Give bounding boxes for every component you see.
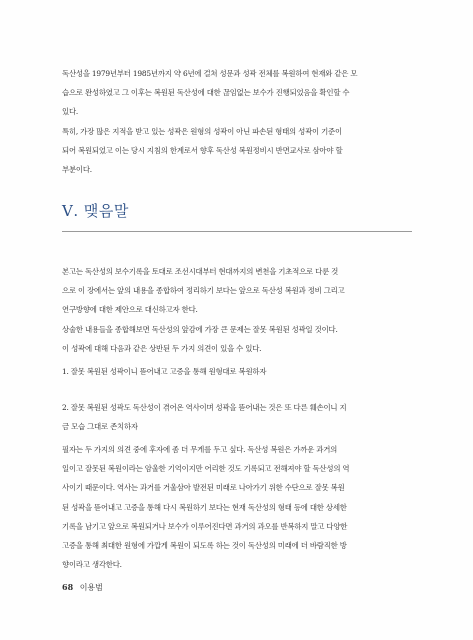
text-line: 사이기 때문이다. 역사는 과거를 거울삼아 발전된 미래로 나아가기 위한 수단으로 잘못 복원 [62, 483, 345, 493]
text-line: 부분이다. [62, 165, 92, 175]
option-2 [62, 398, 412, 436]
text-line: 일이고 잘못된 복원이라는 암울한 기억이지만 어리한 것도 기록되고 전해져야 할 독산성의 역 [62, 464, 350, 474]
text-line: 상술한 내용들을 종합해보면 독산성의 앞감에 가장 큰 문제는 잘못 복원된 성곽일 것이다. [62, 324, 338, 334]
page-number: 68 [62, 582, 74, 592]
text-line: 기록을 남기고 앞으로 복원되거나 보수가 이루어진다면 과거의 과오를 반복하지 말고 다양한 [62, 521, 348, 531]
intro-paragraph [62, 64, 412, 179]
conclusion-paragraph-2 [62, 440, 412, 574]
text-line: 2. 잘못 복원된 성곽도 독산성이 겪어온 역사이며 성곽을 뜯어내는 것은 또 다른 훼손이니 지 [62, 403, 347, 412]
section-heading [62, 200, 412, 232]
author-name: 이용범 [79, 583, 103, 592]
text-line: 독산성을 1979년부터 1985년까지 약 6년에 걸쳐 성문과 성곽 전체를 복원하여 현재와 같은 모 [62, 69, 358, 78]
text-line: 본고는 독산성의 보수기록을 토대로 조선시대부터 현대까지의 변천을 기초적으로 다룬 것 [62, 267, 339, 276]
text-line: 연구방향에 대한 제안으로 대신하고자 한다. [62, 305, 198, 315]
text-line: 향이라고 생각한다. [62, 560, 122, 570]
option-1 [62, 362, 412, 381]
text-line: 금 모습 그대로 존치하자 [62, 422, 138, 432]
text-line: 된 성곽을 뜯어내고 고증을 통해 다시 복원하기 보다는 현재 독산성의 형태 등에 대한 상세한 [62, 502, 347, 512]
text-line: 습으로 완성하였고 그 이후는 복원된 독산성에 대한 끊임없는 보수가 진행되었음을 확인할 수 [62, 88, 350, 98]
text-line: 필자는 두 가지의 의견 중에 후자에 좀 더 무게를 두고 싶다. 독산성 복원은 가까운 과거의 [62, 445, 338, 454]
page-footer [62, 582, 103, 593]
text-line: 특히, 가장 많은 지적을 받고 있는 성곽은 원형의 성곽이 아닌 파손된 형태의 성곽이 기준이 [62, 126, 342, 136]
conclusion-paragraph-1 [62, 262, 412, 358]
text-line: 고증을 통해 최대한 원형에 가깝게 복원이 되도록 하는 것이 독산성의 미래에 더 바람직한 방 [62, 541, 347, 551]
section-title: Ⅴ. 맺음말 [62, 202, 129, 220]
text-line: 이 성곽에 대해 다음과 같은 상반된 두 가지 의견이 있을 수 있다. [62, 343, 262, 353]
text-line: 되어 복원되었고 이는 당시 지침의 한계로서 향후 독산성 복원정비시 반면교사로 삼아야 할 [62, 145, 343, 155]
option-1-text: 1. 잘못 복원된 성곽이니 뜯어내고 고증을 통해 원형대로 복원하자 [62, 367, 267, 376]
text-line: 있다. [62, 107, 79, 117]
text-line: 으로 이 장에서는 앞의 내용을 종합하여 정리하기 보다는 앞으로 독산성 복원과 정비 그리고 [62, 286, 345, 296]
